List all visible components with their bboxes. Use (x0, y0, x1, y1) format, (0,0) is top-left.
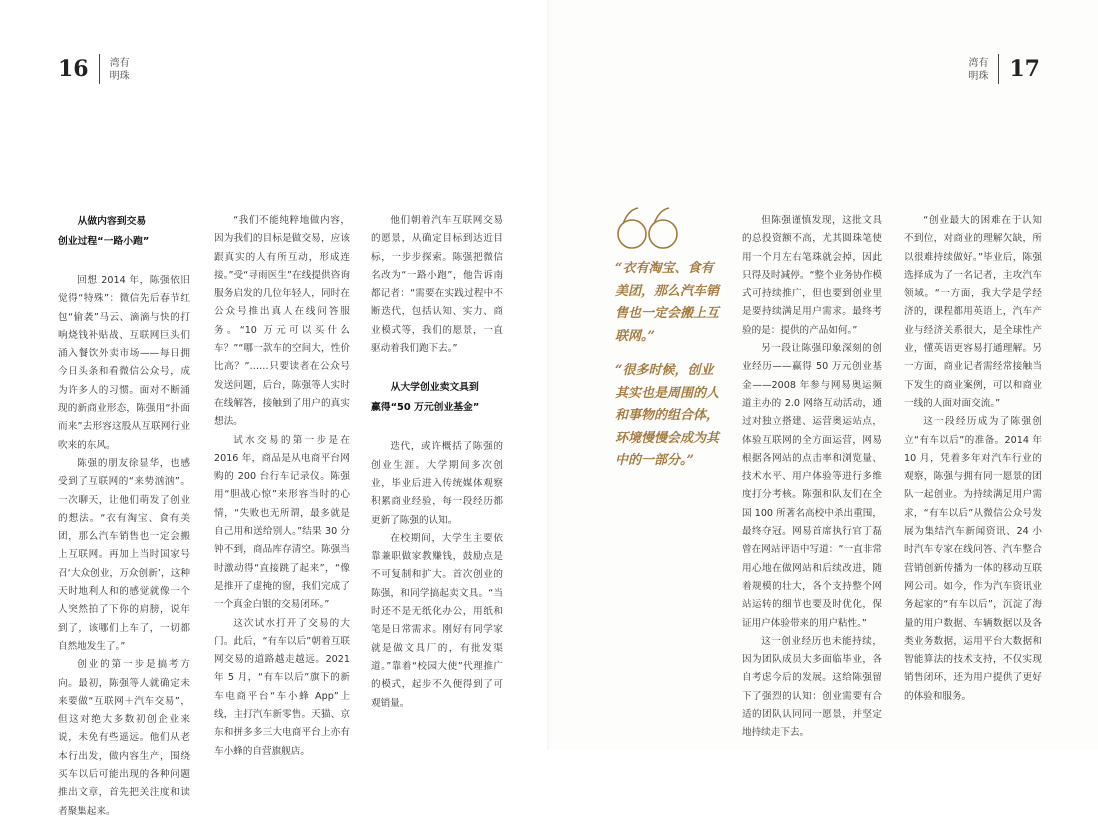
text-column-3 (371, 212, 503, 713)
paragraph: 回想 2014 年，陈强依旧觉得“特殊”：微信先后春节红包“偷袭”马云、滴滴与快的打响烧钱补贴战、互联网巨头们涌入餐饮外卖市场——每日拥今日头条和看微信公众号，成为许多人的习惯。面对不断涌现的新商业形态，陈强用“扑面而来”去形容这股从互联网行业吹来的东风。 (58, 275, 190, 451)
magazine-name-right (968, 54, 988, 83)
folio-divider (998, 54, 999, 84)
section-heading (58, 212, 190, 252)
text-column-5 (904, 212, 1042, 706)
magazine-name-line2: 明珠 (109, 71, 130, 82)
text-column-1 (58, 212, 190, 821)
page-gutter (547, 0, 551, 750)
paragraph: 这次试水打开了交易的大门。此后，“有车以后”朝着互联网交易的道路越走越远。2021 年 5 月，“有车以后”旗下的新车电商平台“车小蜂 App”上线，主打汽车新零售。天猫、京东和拼多多三大电商平台上亦有车小蜂的自营旗舰店。 (214, 617, 350, 757)
folio-divider (99, 54, 100, 84)
paragraph: 创业的第一步是搞考方向。最初，陈强等人就确定未来要做“互联网＋汽车交易”，但这对绝大多数初创企业来说，未免有些遥远。他们从老本行出发，做内容生产，围绕买车以后可能出现的各种问题推出文章，首先把关注度和读者聚集起来。 (58, 659, 190, 817)
left-folio (58, 54, 130, 84)
section-heading-line: 从大学创业卖文具到 (390, 382, 479, 394)
paragraph: “我们不能纯粹地做内容，因为我们的目标是做交易，应该跟真实的人有所互动，形成连接。”受“寻雨医生”在线提供咨询服务启发的几位年轻人，同时在公众号推出真人在线问答服务。“10 万元可以买什么车？”“哪一款车的空间大，性价比高？”……只要读者在公众号发送问题，后台，陈强等人实时在线解答，接触到了用户的真实想法。 (214, 215, 350, 428)
page-number-left: 16 (58, 56, 89, 82)
page-number-right: 17 (1009, 56, 1040, 82)
pull-quote: “很多时候，创业其实也是周围的人和事物的组合体，环境慢慢会成为其中的一部分。” (615, 363, 720, 468)
double-quote-icon (616, 206, 682, 252)
pull-quote-block (615, 258, 723, 485)
paragraph: 他们朝着汽车互联网交易的愿景，从确定目标到达近目标，一步步探索。陈强把微信名改为“一路小跑”，他告诉南都记者：“需要在实践过程中不断迭代，包括认知、实力、商业模式等，我们的愿景，一直驱动着我们跑下去。” (371, 215, 503, 355)
spacer (371, 418, 503, 438)
paragraph: 这一段经历成为了陈强创立“有车以后”的准备。2014 年 10 月，凭着多年对汽车行业的观察，陈强与拥有同一愿景的团队一起创业。为持续满足用户需求，“有车以后”从微信公众号发展为集结汽车新闻资讯、24 小时汽车专家在线问答、汽车整合营销创新传播为一体的移动互联网公司。如今，作为汽车资讯业务起家的“有车以后”，沉淀了海量的用户数据、车辆数据以及各类业务数据，运用平台大数据和智能算法的技术支持，不仅实现销售闭环，还为用户提供了更好的体验和服务。 (904, 416, 1042, 702)
paragraph: 试水交易的第一步是在 2016 年，商品是从电商平台网购的 200 台行车记录仪。陈强用“胆战心惊”来形容当时的心情，“失败也无所谓，最多就是自己用和送给别人。”结果 30 分钟不到，商品库存清空。陈强当时激动得“直接跳了起来”，“像是推开了虚掩的窗，我们完成了一个真金白银的交易闭环。” (214, 434, 350, 611)
paragraph: 另一段让陈强印象深刻的创业经历——赢得 50 万元创业基金——2008 年参与网易奥运频道主办的 2.0 网络互动活动，通过对独立搭建、运营奥运站点，体验互联网的全方面运营，网易根据各网站的点击率和浏览量、技术水平、用户体验等进行多维度打分考核。陈强和队友们在全国 100 所著名高校中杀出重围，最终夺冠。网易首席执行官丁磊曾在网站评语中写道：“一直非常用心地在做网站和后续改进，随着规模的壮大，各个支持整个网站运转的细节也要及时优化，保证用户体验带来的用户粘性。” (742, 343, 882, 629)
magazine-name-left (110, 54, 130, 83)
spacer (371, 358, 503, 378)
text-column-4 (742, 212, 882, 743)
pull-quote: “衣有淘宝、食有美团，那么汽车销售也一定会搬上互联网。” (615, 261, 720, 344)
paragraph: 陈强的朋友徐显华，也感受到了互联网的“来势汹汹”。一次聊天，让他们萌发了创业的想法。“衣有淘宝、食有美团，那么汽车销售也一定会搬上互联网。再加上当时国家号召‘大众创业，万众创新’，这种天时地利人和的感觉就像一个人突然拍了下你的肩膀，说年到了，该哪们上车了，一切都自然地发生了。” (58, 457, 190, 652)
right-folio (968, 54, 1040, 84)
text-column-2 (214, 212, 350, 761)
section-heading-line: 从做内容到交易 (77, 216, 147, 227)
paragraph: “创业最大的困难在于认知不到位，对商业的理解欠缺，所以很难持续做好。”毕业后，陈强选择成为了一名记者，主攻汽车领域。“一方面，我大学是学经济的，课程都用英语上，汽车产业与经济关系很大，是全球性产业，懂英语更容易打通理解。另一方面，商业记者需经常接触当下发生的商业案例，可以和商业一线的人面对面交流。” (904, 215, 1042, 409)
magazine-name-line1: 湾有 (968, 58, 989, 69)
magazine-name-line1: 湾有 (109, 58, 130, 69)
paragraph: 迭代，或许概括了陈强的创业生涯。大学期间多次创业，毕业后进入传统媒体观察积累商业经验，每一段经历都更新了陈强的认知。 (371, 441, 503, 526)
section-heading (371, 378, 503, 418)
paragraph: 但陈强谨慎发现，这批文具的总投资额不高，尤其圆珠笔使用一个月左右笔珠就会掉，因此只得及时减停。“整个业务协作模式可持续推广，但也要到创业里是要持续满足用户需求。最终考验的是：提供的产品如何。” (742, 215, 882, 336)
magazine-name-line2: 明珠 (968, 71, 989, 82)
paragraph: 这一创业经历也未能持续，因为团队成员大多面临毕业，各自考虑今后的发展。这给陈强留下了强烈的认知：创业需要有合适的团队认同同一愿景，并坚定地持续走下去。 (742, 635, 882, 739)
section-heading-line: 赢得“50 万元创业基金” (371, 402, 480, 414)
spacer (58, 252, 190, 272)
paragraph: 在校期间，大学生主要依靠兼职做家教赚钱，鼓励点是不可复制和扩大。首次创业的陈强，和同学搞起卖文具。“当时还不是无纸化办公，用纸和笔是日常需求。刚好有同学家就是做文具厂的，有批发渠道。”靠着“校园大使”代理推广的模式，起步不久便得到了可观销量。 (371, 532, 503, 709)
section-heading-line: 创业过程“一路小跑” (58, 236, 150, 247)
